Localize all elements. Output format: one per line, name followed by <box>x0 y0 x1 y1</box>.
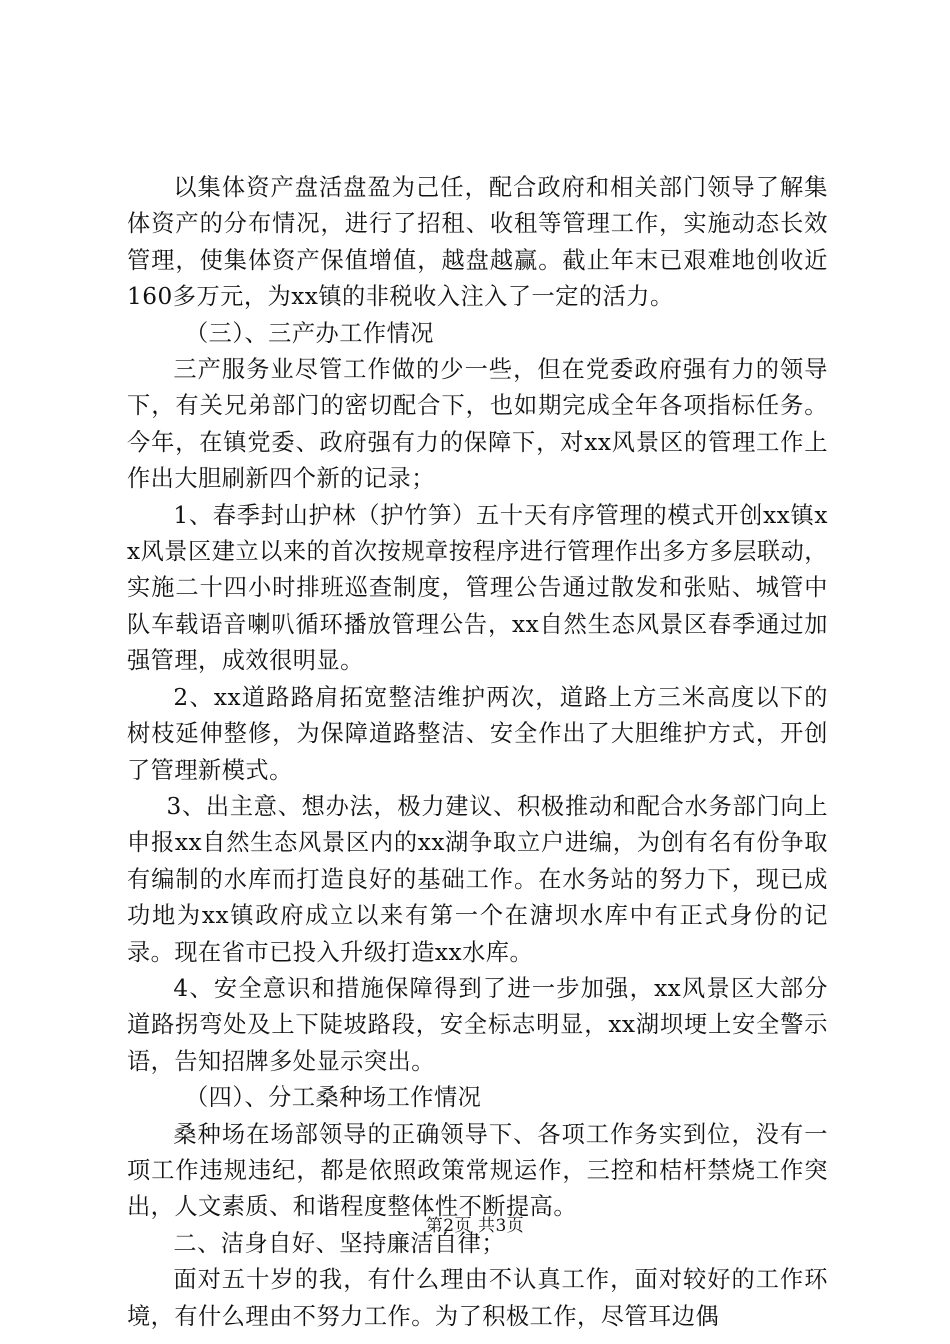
paragraph-tertiary-services: 三产服务业尽管工作做的少一些，但在党委政府强有力的领导下，有关兄弟部门的密切配合下，也如期完成全年各项指标任务。今年，在镇党委、政府强有力的保障下，对xx风景区的管理工作上作出大胆刷新四个新的记录； <box>127 356 828 493</box>
paragraph-mulberry-farm: 桑种场在场部领导的正确领导下、各项工作务实到位，没有一项工作违规违纪，都是依照政策常规运作，三控和桔杆禁烧工作突出，人文素质、和谐程度整体性不断提高。 <box>127 1120 828 1221</box>
page-footer <box>0 1215 950 1237</box>
paragraph-collective-assets: 以集体资产盘活盘盈为己任，配合政府和相关部门领导了解集体资产的分布情况，进行了招租、收租等管理工作，实施动态长效管理，使集体资产保值增值，越盘越赢。截止年末已艰难地创收近160多万元，为xx镇的非税收入注入了一定的活力。 <box>127 174 828 311</box>
document-body <box>127 170 828 1335</box>
section-heading-tertiary-office: （三）、三产办工作情况 <box>185 319 434 347</box>
paragraph-item-1: 1、春季封山护林（护竹笋）五十天有序管理的模式开创xx镇xx风景区建立以来的首次按规章按程序进行管理作出多方多层联动，实施二十四小时排班巡查制度，管理公告通过散发和张贴、城管中队车载语音喇叭循环播放管理公告，xx自然生态风景区春季通过加强管理，成效很明显。 <box>127 501 828 675</box>
paragraph-item-4: 4、安全意识和措施保障得到了进一步加强，xx风景区大部分道路拐弯处及上下陡坡路段，安全标志明显，xx湖坝埂上安全警示语，告知招牌多处显示突出。 <box>127 974 828 1075</box>
section-heading-integrity: 二、洁身自好、坚持廉洁自律； <box>173 1229 506 1257</box>
paragraph-item-3: 3、出主意、想办法，极力建议、积极推动和配合水务部门向上申报xx自然生态风景区内的xx湖争取立户进编，为创有名有份争取有编制的水库而打造良好的基础工作。在水务站的努力下，现已成功地为xx镇政府成立以来有第一个在溏坝水库中有正式身份的记录。现在省市已投入升级打造xx水库。 <box>127 792 828 966</box>
paragraph-integrity: 面对五十岁的我，有什么理由不认真工作，面对较好的工作环境，有什么理由不努力工作。为了积极工作，尽管耳边偶 <box>127 1266 828 1330</box>
paragraph-item-2: 2、xx道路路肩拓宽整洁维护两次，道路上方三米高度以下的树枝延伸整修，为保障道路整洁、安全作出了大胆维护方式，开创了管理新模式。 <box>127 683 828 784</box>
page-number: 第2页 共3页 <box>425 1216 525 1236</box>
section-heading-mulberry-farm: （四）、分工桑种场工作情况 <box>185 1084 482 1112</box>
